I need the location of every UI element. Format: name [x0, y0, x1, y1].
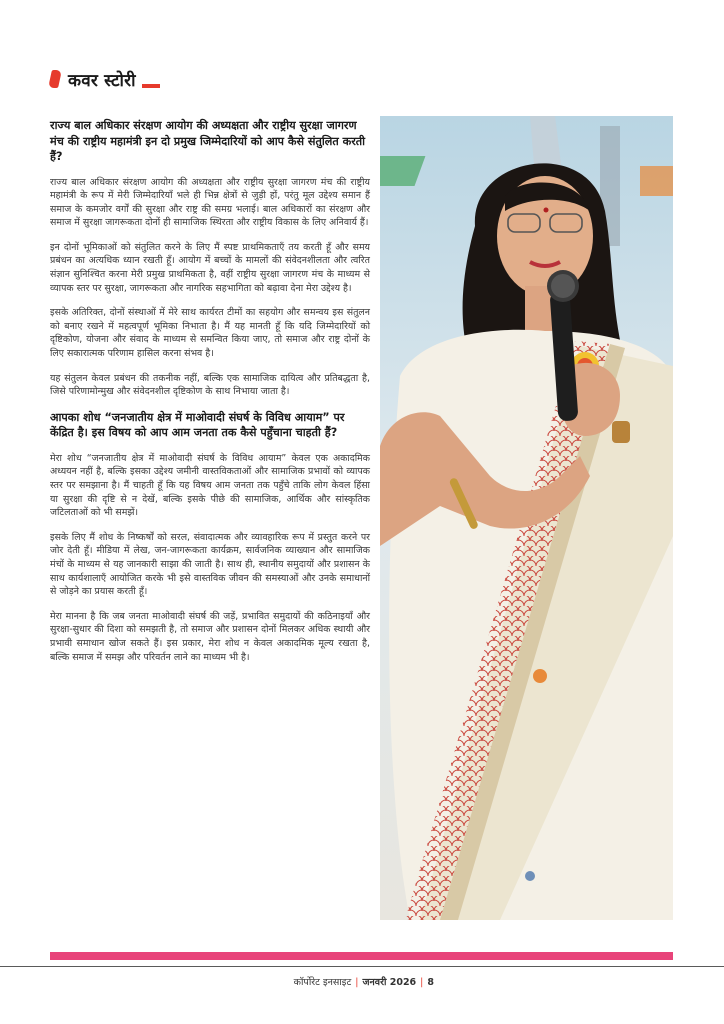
- question-1: राज्य बाल अधिकार संरक्षण आयोग की अध्यक्षता और राष्ट्रीय सुरक्षा जागरण मंच की राष्ट्रीय महामंत्री इन दो प्रमुख जिम्मेदारियों को आप कैसे संतुलित करती हैं?: [50, 119, 366, 163]
- answer-1-paragraph-4: यह संतुलन केवल प्रबंधन की तकनीक नहीं, बल्कि एक सामाजिक दायित्व और प्रतिबद्धता है, जिसे परिणामोन्मुख और संवेदनशील दृष्टिकोण के साथ निभाया जाता है।: [50, 372, 370, 398]
- publication-name: कॉर्पोरेट इनसाइट: [293, 977, 352, 988]
- page-number: 8: [427, 977, 434, 988]
- footer-accent-bar: [50, 952, 673, 960]
- section-title: कवर स्टोरी: [68, 70, 136, 91]
- answer-2-paragraph-2: इसके लिए मैं शोध के निष्कर्षों को सरल, संवादात्मक और व्यावहारिक रूप में प्रस्तुत करने पर जोर देती हूँ। मीडिया में लेख, जन-जागरूकता कार्यक्रम, सार्वजनिक व्याख्यान और सामाजिक मंचों के माध्यम से यह जानकारी साझा की जाती है। साथ ही, स्थानीय समुदायों और प्रशासन के साथ कार्यशालाएँ आयोजित करके भी इसे वास्तविक जीवन की समस्याओं और उनके समाधानों से जोड़ने का प्रयास करती हूँ।: [50, 531, 370, 598]
- answer-2-paragraph-1: मेरा शोध “जनजातीय क्षेत्र में माओवादी संघर्ष के विविध आयाम” केवल एक अकादमिक अध्ययन नहीं है, बल्कि इसका उद्देश्य जमीनी वास्तविकताओं और सामाजिक प्रभावों को व्यापक स्तर पर समझाना है। मैं चाहती हूँ कि यह विषय आम जनता तक पहुँचे ताकि लोग केवल हिंसा या सुरक्षा की दृष्टि से न देखें, बल्कि इसके पीछे की सामाजिक, आर्थिक और सांस्कृतिक जटिलताओं को भी समझें।: [50, 452, 370, 519]
- speaker-photo: [380, 116, 673, 920]
- answer-1-paragraph-3: इसके अतिरिक्त, दोनों संस्थाओं में मेरे साथ कार्यरत टीमों का सहयोग और समन्वय इस संतुलन को बनाए रखने में महत्वपूर्ण भूमिका निभाता है। मैं यह मानती हूँ कि यदि जिम्मेदारियों को दृष्टिकोण, योजना और संवाद के माध्यम से समन्वित किया जाए, तो समाज और राष्ट्र दोनों के लिए सकारात्मक परिणाम हासिल करना संभव है।: [50, 307, 370, 360]
- title-underline: [142, 84, 160, 88]
- article-column: [50, 118, 370, 675]
- footer-rule: [0, 966, 724, 967]
- issue-date: जनवरी 2026: [362, 977, 417, 988]
- answer-1-paragraph-1: राज्य बाल अधिकार संरक्षण आयोग की अध्यक्षता और राष्ट्रीय सुरक्षा जागरण मंच की राष्ट्रीय महामंत्री के रूप में मेरी जिम्मेदारियाँ भले ही भिन्न क्षेत्रों से जुड़ी हों, परंतु मूल उद्देश्य समान हैं समाज के कमजोर वर्गों की सुरक्षा और राष्ट्र की समग्र भलाई। बाल अधिकारों का संरक्षण और समाज में सुरक्षा जागरूकता दोनों ही सामाजिक स्थिरता और राष्ट्रीय विकास के लिए अनिवार्य हैं।: [50, 176, 370, 229]
- answer-2-paragraph-3: मेरा मानना है कि जब जनता माओवादी संघर्ष की जड़ें, प्रभावित समुदायों की कठिनाइयाँ और सुरक्षा-सुधार की दिशा को समझती है, तो समाज और प्रशासन दोनों मिलकर अधिक स्थायी और प्रभावी समाधान खोज सकते हैं। इस प्रकार, मेरा शोध न केवल अकादमिक मूल्य रखता है, बल्कि समाज में समझ और परिवर्तन लाने का माध्यम भी है।: [50, 610, 370, 663]
- footer-separator: |: [420, 977, 424, 988]
- question-2: आपका शोध “जनजातीय क्षेत्र में माओवादी संघर्ष के विविध आयाम” पर केंद्रित है। इस विषय को आप आम जनता तक कैसे पहुँचाना चाहती हैं?: [50, 410, 345, 440]
- answer-1-paragraph-2: इन दोनों भूमिकाओं को संतुलित करने के लिए मैं स्पष्ट प्राथमिकताएँ तय करती हूँ और समय प्रबंधन का अत्यधिक ध्यान रखती हूँ। आयोग में बच्चों के मामलों की संवेदनशीलता और त्वरित संज्ञान सुनिश्चित करना मेरी प्रमुख प्राथमिकता है, वहीं राष्ट्रीय सुरक्षा जागरण मंच के माध्यम से व्यापक स्तर पर सुरक्षा, जागरूकता और नागरिक सहभागिता को बढ़ावा देना मेरा उद्देश्य है।: [50, 241, 370, 294]
- speaker-illustration: [380, 116, 673, 920]
- footer-separator: |: [355, 977, 359, 988]
- page-footer: [294, 975, 434, 988]
- section-header: [50, 66, 160, 92]
- section-marker-icon: [48, 70, 62, 88]
